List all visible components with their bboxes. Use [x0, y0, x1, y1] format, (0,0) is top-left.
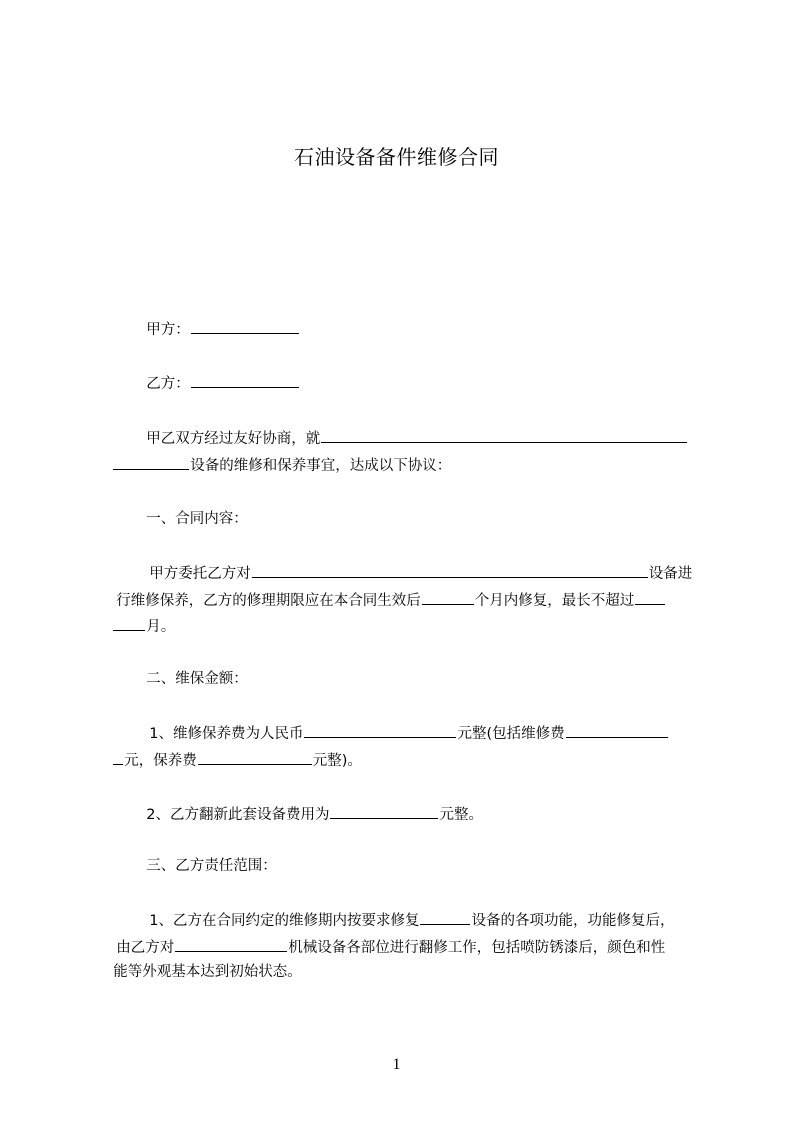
section-2-item-1-text-2: 元整(包括维修费 — [457, 726, 565, 742]
section-2-item-1-text-4: 元整)。 — [312, 753, 362, 769]
party-b-label: 乙方： — [146, 376, 190, 392]
party-a-line — [137, 286, 300, 344]
section-1-text-2: 设备进 — [648, 566, 693, 582]
section-2-item-2 — [137, 771, 483, 829]
repair-fee-blank-continued[interactable] — [113, 745, 123, 765]
section-1-line-3 — [104, 583, 175, 641]
section-1-text-5: 月。 — [146, 619, 176, 635]
intro-text-1: 甲乙双方经过友好协商，就 — [146, 431, 321, 447]
equipment-name-blank-continued[interactable] — [113, 450, 189, 470]
section-1-heading — [137, 477, 248, 533]
section-2-item-1-text-3: 元，保养费 — [124, 753, 197, 769]
section-2-heading-text: 二、维保金额： — [146, 671, 248, 687]
section-1-text-1: 甲方委托乙方对 — [149, 566, 251, 582]
repair-fee-blank[interactable] — [566, 718, 668, 738]
repair-months-blank[interactable] — [422, 585, 474, 605]
section-3-item-1-text-4: 机械设备各部位进行翻修工作，包括喷防锈漆后，颜色和性 — [288, 940, 666, 956]
section-1-heading-text: 一、合同内容： — [146, 511, 248, 527]
section-3-heading — [137, 824, 277, 880]
section-3-item-1-text-5: 能等外观基本达到初始状态。 — [113, 964, 302, 980]
party-a-label: 甲方： — [146, 322, 190, 338]
party-a-blank[interactable] — [191, 314, 299, 334]
page-title: 石油设备备件维修合同 — [294, 145, 499, 169]
section-2-item-1-text-1: 1、维修保养费为人民币 — [149, 726, 304, 742]
refurbish-fee-blank[interactable] — [330, 799, 438, 819]
section-2-heading — [137, 637, 248, 693]
maintenance-fee-blank[interactable] — [198, 745, 312, 765]
page-number: 1 — [392, 1056, 401, 1073]
section-2-item-2-text-1: 2、乙方翻新此套设备费用为 — [146, 807, 330, 823]
section-1-text-4: 个月内修复，最长不超过 — [474, 593, 635, 609]
max-months-blank-continued[interactable] — [113, 611, 145, 631]
section-3-item-1-text-2: 设备的各项功能，功能修复后， — [471, 913, 675, 929]
section-3-item-1-text-1: 1、乙方在合同约定的维修期内按要求修复 — [149, 913, 420, 929]
section-3-item-1-line-3 — [104, 930, 302, 986]
intro-text-2: 设备的维修和保养事宜，达成以下协议： — [190, 458, 452, 474]
party-b-line — [137, 340, 300, 398]
section-2-item-2-text-2: 元整。 — [439, 807, 483, 823]
max-months-blank[interactable] — [635, 585, 665, 605]
section-1-line-2 — [107, 557, 666, 615]
party-b-blank[interactable] — [191, 368, 299, 388]
intro-line-2 — [104, 422, 451, 480]
section-1-text-3: 行维修保养，乙方的修理期限应在本合同生效后 — [116, 593, 421, 609]
section-2-item-1-line-2 — [104, 717, 362, 775]
section-3-item-1-text-3: 由乙方对 — [116, 940, 175, 956]
section-3-heading-text: 三、乙方责任范围： — [146, 858, 277, 874]
